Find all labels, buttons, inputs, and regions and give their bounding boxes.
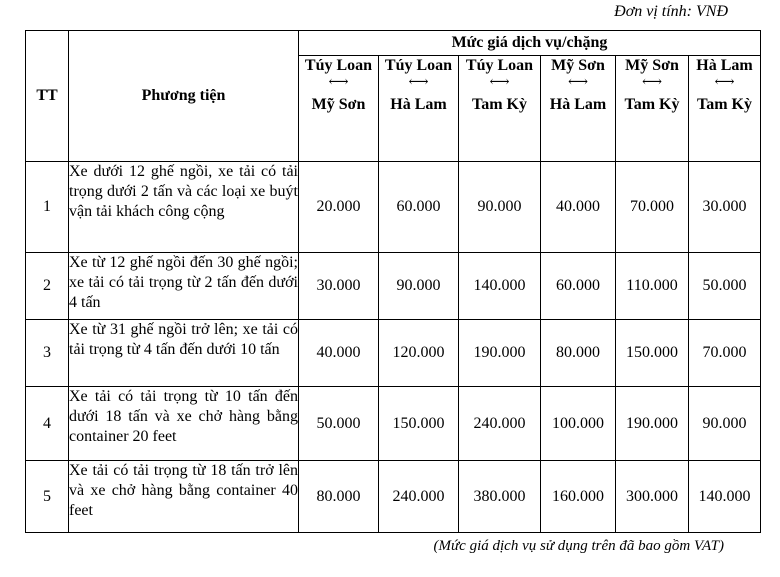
price-cell: 110.000 (616, 253, 689, 320)
price-cell: 70.000 (689, 320, 761, 387)
route-header-5: Mỹ Sơn ⟷ Tam Kỳ (616, 56, 689, 162)
vehicle-cell: Xe tải có tải trọng từ 10 tấn đến dưới 18 tấn và xe chở hàng bằng container 20 feet (69, 387, 299, 461)
route-header-4: Mỹ Sơn ⟷ Hà Lam (541, 56, 616, 162)
price-cell: 300.000 (616, 461, 689, 533)
table-row (26, 162, 761, 253)
price-cell: 30.000 (689, 162, 761, 253)
double-arrow-icon: ⟷ (328, 75, 349, 90)
table-row (26, 387, 761, 461)
price-cell: 100.000 (541, 387, 616, 461)
row-number: 1 (26, 162, 69, 253)
header-vehicle: Phương tiện (69, 31, 299, 162)
price-cell: 80.000 (299, 461, 379, 533)
double-arrow-icon: ⟷ (489, 75, 510, 90)
price-cell: 60.000 (541, 253, 616, 320)
price-cell: 70.000 (616, 162, 689, 253)
vehicle-cell: Xe từ 31 ghế ngồi trở lên; xe tải có tải trọng từ 4 tấn đến dưới 10 tấn (69, 320, 299, 387)
double-arrow-icon: ⟷ (714, 75, 735, 90)
price-cell: 20.000 (299, 162, 379, 253)
price-cell: 40.000 (541, 162, 616, 253)
price-cell: 140.000 (459, 253, 541, 320)
price-cell: 90.000 (689, 387, 761, 461)
price-cell: 240.000 (459, 387, 541, 461)
price-cell: 80.000 (541, 320, 616, 387)
double-arrow-icon: ⟷ (408, 75, 429, 90)
price-cell: 120.000 (379, 320, 459, 387)
price-cell: 50.000 (689, 253, 761, 320)
price-cell: 90.000 (379, 253, 459, 320)
row-number: 5 (26, 461, 69, 533)
vehicle-cell: Xe dưới 12 ghế ngồi, xe tải có tải trọng dưới 2 tấn và các loại xe buýt vận tải khách công cộng (69, 162, 299, 253)
price-cell: 150.000 (616, 320, 689, 387)
price-cell: 90.000 (459, 162, 541, 253)
route-header-1: Túy Loan ⟷ Mỹ Sơn (299, 56, 379, 162)
double-arrow-icon: ⟷ (567, 75, 589, 90)
table-row (26, 253, 761, 320)
price-cell: 380.000 (459, 461, 541, 533)
header-tt: TT (26, 31, 69, 162)
price-cell: 60.000 (379, 162, 459, 253)
table-row (26, 461, 761, 533)
table-row (26, 320, 761, 387)
route-header-6: Hà Lam ⟷ Tam Kỳ (689, 56, 761, 162)
row-number: 3 (26, 320, 69, 387)
double-arrow-icon: ⟷ (641, 75, 663, 90)
vat-footnote: (Mức giá dịch vụ sử dụng trên đã bao gồm VAT) (433, 538, 724, 554)
route-header-2: Túy Loan ⟷ Hà Lam (379, 56, 459, 162)
vehicle-cell: Xe tải có tải trọng từ 18 tấn trở lên và xe chở hàng bằng container 40 feet (69, 461, 299, 533)
unit-label: Đơn vị tính: VNĐ (614, 3, 728, 20)
price-cell: 160.000 (541, 461, 616, 533)
row-number: 2 (26, 253, 69, 320)
price-cell: 40.000 (299, 320, 379, 387)
header-price-group: Mức giá dịch vụ/chặng (299, 31, 761, 56)
price-cell: 30.000 (299, 253, 379, 320)
price-cell: 190.000 (459, 320, 541, 387)
price-cell: 240.000 (379, 461, 459, 533)
price-cell: 140.000 (689, 461, 761, 533)
fee-table (25, 30, 761, 533)
price-cell: 50.000 (299, 387, 379, 461)
price-cell: 150.000 (379, 387, 459, 461)
price-cell: 190.000 (616, 387, 689, 461)
route-header-3: Túy Loan ⟷ Tam Kỳ (459, 56, 541, 162)
vehicle-cell: Xe từ 12 ghế ngồi đến 30 ghế ngồi; xe tải có tải trọng từ 2 tấn đến dưới 4 tấn (69, 253, 299, 320)
row-number: 4 (26, 387, 69, 461)
